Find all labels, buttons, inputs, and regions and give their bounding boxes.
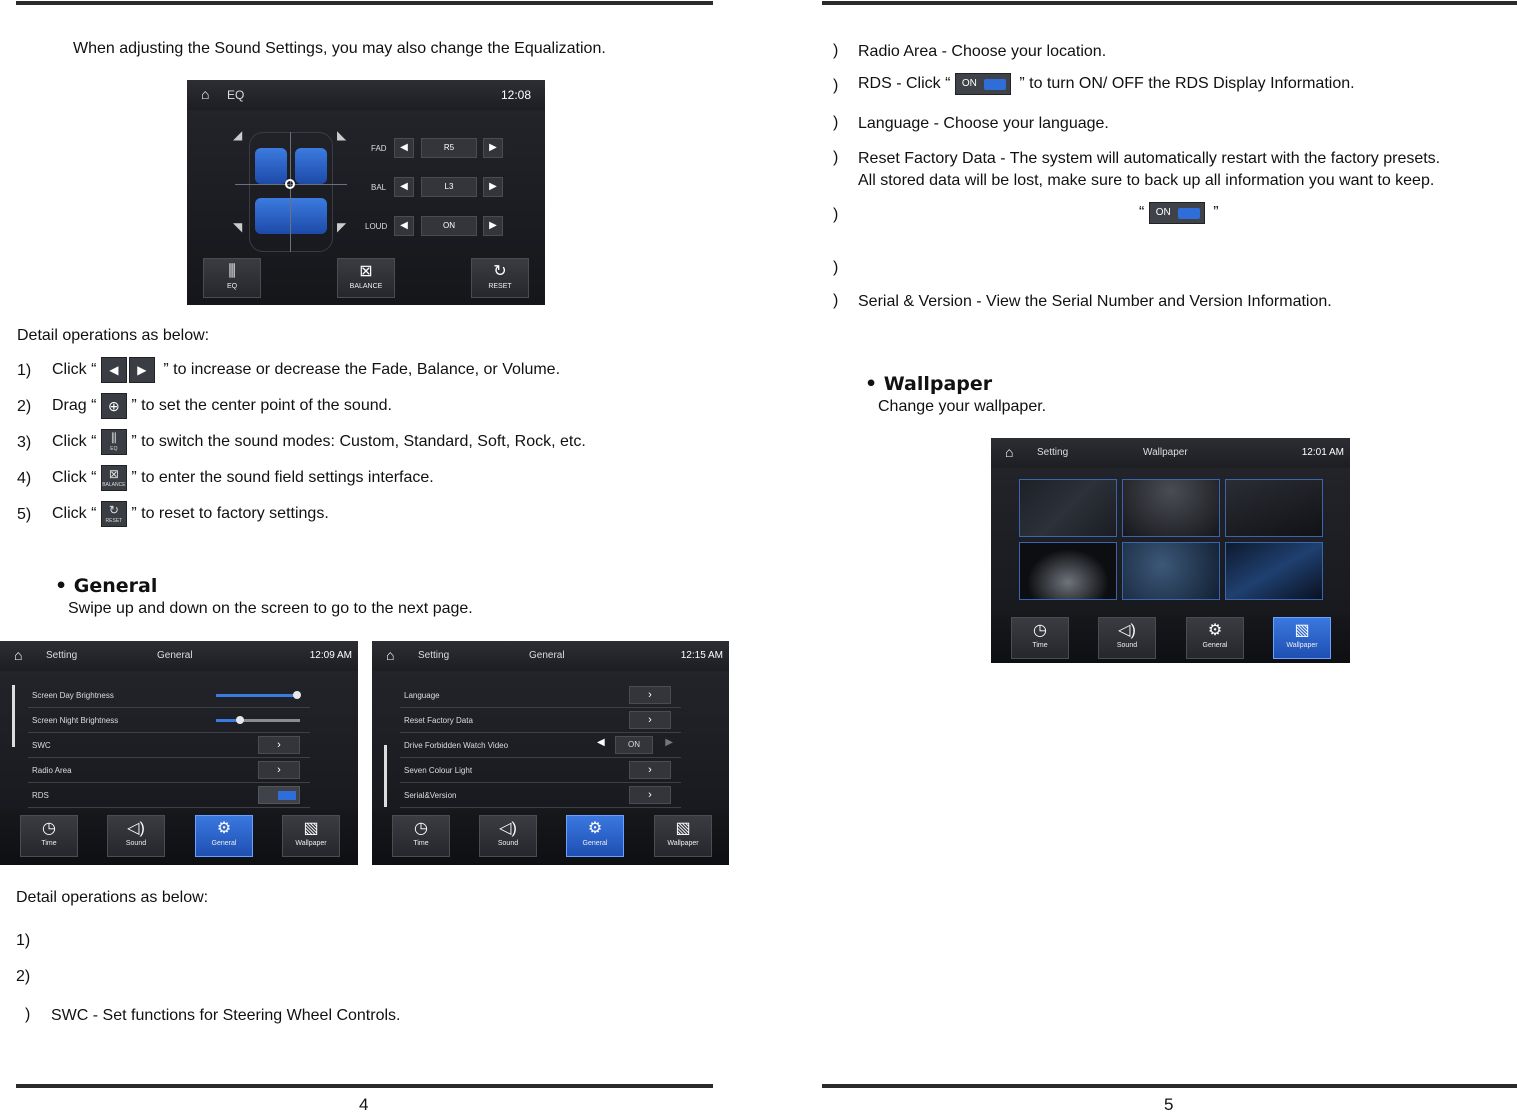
tab-sound[interactable]: ◁) Sound [107,815,165,857]
bottom-rule-left [16,1084,713,1088]
wallpaper-heading: • Wallpaper [865,373,993,395]
list-number: ) [833,206,839,223]
gear-icon: ⚙ [216,820,232,837]
clock: 12:15 AM [680,650,723,661]
speaker-icon: ◢ [233,128,243,142]
clock-icon: ◷ [42,820,56,837]
reset-icon: ↻ [493,263,507,280]
crosshair-icon: ⊕ [101,393,127,419]
loud-right-arrow[interactable]: ▶ [483,216,503,236]
general-text: Swipe up and down on the screen to go to the next page. [68,600,473,617]
speaker-icon: ◣ [337,128,347,142]
step-1: Click “ ◀ ▶ ” to increase or decrease the Fade, Balance, or Volume. [52,357,560,383]
screen-title-left: Setting [418,650,450,661]
rds-toggle[interactable] [258,786,300,804]
bottom-tabs [0,809,358,865]
rds-text: RDS - Click “ ON ” to turn ON/ OFF the RDS Display Information. [858,73,1355,95]
wallpaper-text: Change your wallpaper. [878,398,1047,415]
list-item[interactable]: Radio Area › [28,758,310,783]
night-brightness-slider[interactable] [216,719,300,722]
list-item[interactable]: Screen Day Brightness [28,683,310,708]
home-icon[interactable]: ⌂ [1005,444,1014,460]
bottom-tabs [372,809,729,865]
scrollbar[interactable] [12,685,15,747]
clock: 12:08 [500,88,531,102]
list-item[interactable]: Language › [400,683,681,708]
tab-wallpaper[interactable]: ▧ Wallpaper [654,815,712,857]
bal-value: L3 [421,177,477,197]
screen-title-left: Setting [1037,447,1069,458]
bal-label: BAL [371,183,387,192]
list-item[interactable]: Seven Colour Light › [400,758,681,783]
balance-icon: ⊠ BALANCE [101,465,127,491]
chevron-right-icon[interactable]: › [629,786,671,804]
tab-sound[interactable]: ◁) Sound [1098,617,1156,659]
step-3: Click “ ⫼ EQ ” to switch the sound modes: Custom, Standard, Soft, Rock, etc. [52,429,586,455]
balance-icon: ⊠ [359,263,373,280]
wallpaper-thumbnail[interactable] [1122,542,1220,600]
list-number: ) [833,292,839,309]
detail-heading: Detail operations as below: [17,327,210,344]
top-rule-right [822,1,1517,5]
sound-center-handle[interactable] [285,179,295,189]
loud-label: LOUD [365,222,388,231]
on-toggle-icon: ON [955,73,1011,95]
bal-right-arrow[interactable]: ▶ [483,177,503,197]
home-icon[interactable]: ⌂ [14,647,23,663]
tab-wallpaper[interactable]: ▧ Wallpaper [1273,617,1331,659]
left-arrow-icon[interactable]: ◀ [597,737,605,748]
clock: 12:01 AM [1301,447,1344,458]
day-brightness-slider[interactable] [216,694,300,697]
reset-text: Reset Factory Data - The system will automatically restart with the factory presets. [858,150,1441,167]
left-arrow-icon: ◀ [101,357,127,383]
right-arrow-icon: ▶ [129,357,155,383]
speaker-icon: ◁) [1118,622,1136,639]
crosshair-v [290,132,291,252]
chevron-right-icon[interactable]: › [629,711,671,729]
equalizer-icon: ⫼ EQ [101,429,127,455]
step-number: 2) [17,398,32,415]
screen-title-mid: Wallpaper [1143,447,1188,458]
settings-list [400,683,681,808]
fad-value: R5 [421,138,477,158]
step-number: 3) [17,434,32,451]
bal-left-arrow[interactable]: ◀ [394,177,414,197]
chevron-right-icon[interactable]: › [258,761,300,779]
status-bar [991,438,1350,468]
speaker-icon: ◁) [127,820,145,837]
loud-value: ON [421,216,477,236]
reset-text-2: All stored data will be lost, make sure to back up all information you want to keep. [858,172,1435,189]
screen-title-mid: General [529,650,565,661]
fad-label: FAD [371,144,387,153]
general-screenshot-1 [0,641,358,865]
gear-icon: ⚙ [587,820,603,837]
bottom-rule-right [822,1084,1517,1088]
tab-time[interactable]: ◷ Time [1011,617,1069,659]
balance-button[interactable]: ⊠ BALANCE [337,258,395,298]
step-4: Click “ ⊠ BALANCE ” to enter the sound field settings interface. [52,465,434,491]
list-number: ) [833,149,839,166]
list-number: 2) [16,968,31,985]
tab-time[interactable]: ◷ Time [392,815,450,857]
eq-button[interactable]: ⫼ EQ [203,258,261,298]
step-2: Drag “ ⊕ ” to set the center point of the sound. [52,393,392,419]
tab-general[interactable]: ⚙ General [195,815,253,857]
chevron-right-icon[interactable]: › [629,761,671,779]
image-icon: ▧ [303,820,319,837]
step-number: 4) [17,470,32,487]
chevron-right-icon[interactable]: › [629,686,671,704]
right-arrow-icon[interactable]: ▶ [665,737,673,748]
status-bar [372,641,729,671]
home-icon[interactable]: ⌂ [201,86,210,102]
on-toggle-icon: ON [1149,202,1205,224]
fad-left-arrow[interactable]: ◀ [394,138,414,158]
equalizer-icon: ⫼ [228,263,236,280]
wallpaper-thumbnail[interactable] [1225,479,1323,537]
settings-list [28,683,310,808]
step-number: 1) [17,362,32,379]
list-number: ) [833,114,839,131]
image-icon: ▧ [1294,622,1310,639]
tab-sound[interactable]: ◁) Sound [479,815,537,857]
bottom-tabs [991,613,1350,663]
language-text: Language - Choose your language. [858,115,1109,132]
list-item[interactable]: Drive Forbidden Watch Video ◀ ON ▶ [400,733,681,758]
list-item[interactable]: Serial&Version › [400,783,681,808]
fad-right-arrow[interactable]: ▶ [483,138,503,158]
status-bar [187,80,545,110]
list-number: ) [833,77,839,94]
clock: 12:09 AM [309,650,352,661]
wallpaper-screenshot [991,438,1350,663]
top-rule-left [16,1,713,5]
tab-wallpaper[interactable]: ▧ Wallpaper [282,815,340,857]
screen-title-mid: General [157,650,193,661]
wallpaper-thumbnail[interactable] [1019,479,1117,537]
list-item[interactable]: Screen Night Brightness [28,708,310,733]
chevron-right-icon[interactable]: › [258,736,300,754]
loud-left-arrow[interactable]: ◀ [394,216,414,236]
home-icon[interactable]: ⌂ [386,647,395,663]
wallpaper-thumbnail[interactable] [1225,542,1323,600]
drive-video-selector[interactable]: ◀ ON ▶ [597,736,673,754]
tab-general[interactable]: ⚙ General [1186,617,1244,659]
tab-general[interactable]: ⚙ General [566,815,624,857]
detail-heading-2: Detail operations as below: [16,889,209,906]
scrollbar[interactable] [384,745,387,807]
screen-title-left: Setting [46,650,78,661]
gear-icon: ⚙ [1207,622,1223,639]
screen-title: EQ [227,88,245,102]
swc-text: SWC - Set functions for Steering Wheel Controls. [51,1007,401,1024]
step-number: 5) [17,506,32,523]
step-5: Click “ ↻ RESET ” to reset to factory settings. [52,501,329,527]
speaker-icon: ◤ [337,220,347,234]
general-screenshot-2 [372,641,729,865]
wallpaper-thumbnail[interactable] [1019,542,1117,600]
eq-screenshot [187,80,545,305]
page-number: 5 [1164,1095,1174,1113]
list-item[interactable]: SWC › [28,733,310,758]
clock-icon: ◷ [414,820,428,837]
speaker-icon: ◁) [499,820,517,837]
page-number: 4 [359,1095,369,1113]
status-bar [0,641,358,671]
radio-area-text: Radio Area - Choose your location. [858,43,1107,60]
list-number: ) [833,259,839,276]
list-item[interactable]: RDS [28,783,310,808]
image-icon: ▧ [675,820,691,837]
front-right-seat [295,148,327,184]
list-number: ) [833,42,839,59]
reset-button[interactable]: ↻ RESET [471,258,529,298]
wallpaper-thumbnail[interactable] [1122,479,1220,537]
serial-text: Serial & Version - View the Serial Number and Version Information. [858,293,1332,310]
list-item[interactable]: Reset Factory Data › [400,708,681,733]
front-left-seat [255,148,287,184]
clock-icon: ◷ [1033,622,1047,639]
list-number: 1) [16,932,31,949]
rear-seat [255,198,327,234]
general-heading: • General [55,575,158,597]
speaker-icon: ◥ [233,220,243,234]
on-chip-line: “ ON ” [1139,202,1219,224]
tab-time[interactable]: ◷ Time [20,815,78,857]
list-number: ) [25,1006,31,1023]
intro-text: When adjusting the Sound Settings, you may also change the Equalization. [73,40,606,57]
reset-icon: ↻ RESET [101,501,127,527]
